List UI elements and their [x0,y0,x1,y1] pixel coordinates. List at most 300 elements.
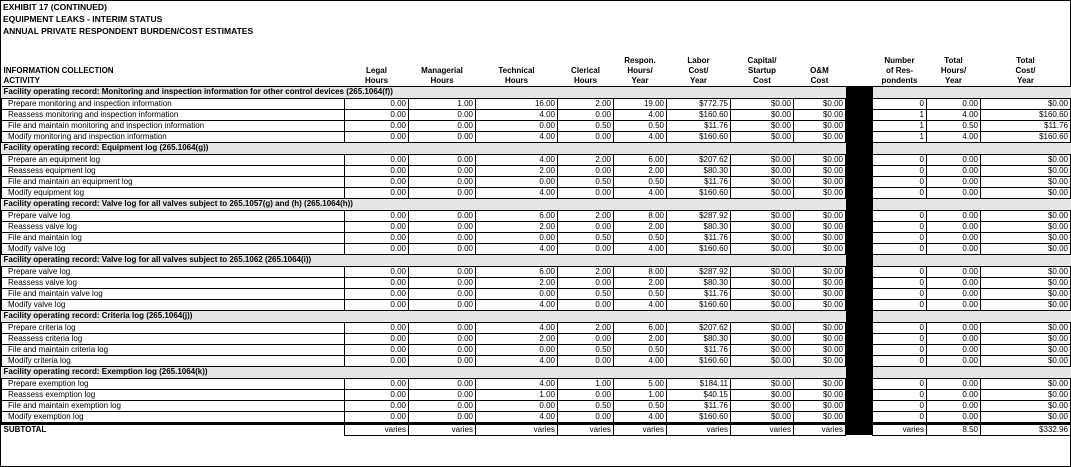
black-column-cell [846,154,873,165]
value-cell: 0.00 [558,333,614,344]
value-cell: $80.30 [667,165,731,176]
column-header-line: Cost [753,75,771,85]
column-header-line: pondents [881,75,918,85]
value-cell: $0.00 [981,322,1071,333]
black-column-cell [846,243,873,254]
table-row [2,243,1071,254]
value-cell: 0.00 [409,355,476,366]
value-cell: 0 [873,277,927,288]
value-cell: $0.00 [794,131,846,142]
value-cell: 0.00 [927,344,981,355]
table-row [2,232,1071,243]
activity-cell: File and maintain valve log [2,288,345,299]
column-header-line: INFORMATION COLLECTION [3,65,114,75]
value-cell: 0.00 [345,344,409,355]
value-cell: $0.00 [731,210,794,221]
value-cell: 0.00 [345,400,409,411]
value-cell: 6.00 [614,154,667,165]
table-row [2,378,1071,389]
column-header-line: Total [1016,55,1035,65]
column-header-line: Cost/ [1015,65,1036,75]
value-cell: $0.00 [731,165,794,176]
section-title-filler [873,310,1071,322]
value-cell: $207.62 [667,154,731,165]
value-cell: $160.60 [667,109,731,120]
value-cell: 0.50 [558,344,614,355]
table-row [2,322,1071,333]
activity-cell: Prepare an equipment log [2,154,345,165]
value-cell: 0.00 [409,333,476,344]
column-header [794,48,846,86]
value-cell: 4.00 [476,411,558,423]
column-header-line: Year [631,75,649,85]
column-header-line: Hours [504,75,529,85]
value-cell: 0.00 [558,411,614,423]
value-cell: 0.00 [345,98,409,109]
value-cell: 4.00 [476,243,558,254]
activity-cell: Modify monitoring and inspection information [2,131,345,142]
value-cell: 1 [873,131,927,142]
value-cell: $11.76 [667,288,731,299]
value-cell: 0.00 [927,98,981,109]
value-cell: 0 [873,389,927,400]
value-cell: 4.00 [614,355,667,366]
value-cell: 0.00 [558,165,614,176]
value-cell: 0.00 [409,120,476,131]
value-cell: $207.62 [667,322,731,333]
exhibit-subtitle: EQUIPMENT LEAKS - INTERIM STATUS [3,14,163,24]
value-cell: 1.00 [614,389,667,400]
value-cell: 0.00 [345,131,409,142]
value-cell: 0.00 [345,243,409,254]
value-cell: 0.00 [476,288,558,299]
value-cell: 6.00 [476,210,558,221]
value-cell: 0.50 [558,288,614,299]
table-row [2,400,1071,411]
value-cell: 0.00 [409,266,476,277]
column-header-line: Startup [748,65,776,75]
activity-cell: Prepare exemption log [2,378,345,389]
value-cell: $0.00 [981,378,1071,389]
exhibit-title: EXHIBIT 17 (CONTINUED) [3,2,107,12]
value-cell: $0.00 [731,232,794,243]
header-row [2,48,1071,86]
column-header-line: Cost [810,75,829,85]
subtotal-value: varies [345,423,409,435]
value-cell: 0.00 [558,131,614,142]
value-cell: $772.75 [667,98,731,109]
value-cell: 6.00 [476,266,558,277]
value-cell: 0.00 [558,221,614,232]
value-cell: 0.00 [409,389,476,400]
value-cell: $287.92 [667,266,731,277]
value-cell: 0.00 [409,176,476,187]
value-cell: 0 [873,243,927,254]
value-cell: 0.00 [345,210,409,221]
table-row [2,165,1071,176]
value-cell: 0 [873,378,927,389]
value-cell: $0.00 [981,333,1071,344]
value-cell: 16.00 [476,98,558,109]
black-column-cell [846,366,873,378]
black-column-cell [846,411,873,423]
value-cell: 4.00 [614,243,667,254]
value-cell: 0 [873,322,927,333]
value-cell: 5.00 [614,378,667,389]
subtotal-value: varies [731,423,794,435]
value-cell: 0.00 [345,378,409,389]
value-cell: $0.00 [794,243,846,254]
value-cell: $0.00 [731,277,794,288]
burden-table [1,48,1071,436]
value-cell: 0.00 [558,277,614,288]
column-header-line: Total [944,55,963,65]
value-cell: $0.00 [794,355,846,366]
value-cell: 0 [873,299,927,310]
value-cell: 0.50 [614,232,667,243]
value-cell: $11.76 [667,232,731,243]
value-cell: $0.00 [981,176,1071,187]
value-cell: 0.00 [558,187,614,198]
value-cell: 0.00 [927,400,981,411]
value-cell: 0.00 [409,109,476,120]
value-cell: 4.00 [614,411,667,423]
value-cell: 0 [873,400,927,411]
subtotal-value: varies [873,423,927,435]
value-cell: 0 [873,232,927,243]
value-cell: 0 [873,221,927,232]
black-column-cell [846,86,873,98]
value-cell: $0.00 [794,389,846,400]
value-cell: 0.00 [409,187,476,198]
value-cell: 4.00 [927,131,981,142]
value-cell: $0.00 [794,411,846,423]
value-cell: $0.00 [981,232,1071,243]
value-cell: 0.50 [927,120,981,131]
table-row [2,109,1071,120]
value-cell: $287.92 [667,210,731,221]
value-cell: $0.00 [731,378,794,389]
table-row [2,266,1071,277]
section-header-row [2,198,1071,210]
activity-cell: Reassess exemption log [2,389,345,400]
activity-cell: Reassess criteria log [2,333,345,344]
black-column-cell [846,187,873,198]
value-cell: $0.00 [731,288,794,299]
value-cell: $0.00 [794,98,846,109]
column-header-line: Capital/ [747,55,777,65]
value-cell: 4.00 [476,154,558,165]
section-title: Facility operating record: Valve log for all valves subject to 265.1062 (265.1064(i)) [2,254,846,266]
value-cell: 4.00 [476,131,558,142]
column-header-line: Hours/ [627,65,653,75]
value-cell: $0.00 [794,378,846,389]
value-cell: $80.30 [667,221,731,232]
section-title: Facility operating record: Criteria log (265.1064(j)) [2,310,846,322]
activity-cell: Reassess monitoring and inspection information [2,109,345,120]
value-cell: 4.00 [476,109,558,120]
value-cell: $0.00 [731,120,794,131]
section-title-filler [873,366,1071,378]
table-row [2,389,1071,400]
value-cell: 0 [873,266,927,277]
value-cell: 0.00 [409,154,476,165]
black-column-cell [846,389,873,400]
black-column-cell [846,299,873,310]
black-column-cell [846,109,873,120]
activity-cell: Modify exemption log [2,411,345,423]
activity-cell: Modify criteria log [2,355,345,366]
activity-cell: File and maintain criteria log [2,344,345,355]
value-cell: 4.00 [614,131,667,142]
section-title: Facility operating record: Equipment log (265.1064(g)) [2,142,846,154]
value-cell: $0.00 [794,400,846,411]
value-cell: $0.00 [731,400,794,411]
value-cell: $160.60 [667,131,731,142]
value-cell: $0.00 [981,187,1071,198]
value-cell: 0.00 [927,266,981,277]
value-cell: $160.60 [667,411,731,423]
value-cell: $11.76 [667,176,731,187]
value-cell: 0.50 [614,288,667,299]
value-cell: $0.00 [731,355,794,366]
value-cell: 0.00 [927,389,981,400]
black-column-cell [846,232,873,243]
activity-cell: Prepare valve log [2,266,345,277]
value-cell: $0.00 [794,322,846,333]
value-cell: 0.00 [476,400,558,411]
value-cell: $0.00 [794,187,846,198]
value-cell: 0.00 [927,154,981,165]
table-row [2,176,1071,187]
black-column-cell [846,98,873,109]
value-cell: 0.00 [927,322,981,333]
value-cell: 0.00 [345,109,409,120]
value-cell: 0.00 [927,299,981,310]
column-header-line: Hours/ [940,65,967,75]
value-cell: 0.00 [476,344,558,355]
value-cell: $0.00 [981,277,1071,288]
value-cell: 0.00 [409,210,476,221]
table-row [2,120,1071,131]
table-row [2,355,1071,366]
section-title: Facility operating record: Valve log for all valves subject to 265.1057(g) and (h) (265.1064(h)) [2,198,846,210]
activity-cell: Modify equipment log [2,187,345,198]
value-cell: $0.00 [731,299,794,310]
table-row [2,333,1071,344]
value-cell: 0 [873,187,927,198]
black-column-cell [846,198,873,210]
column-header-line: Respon. [624,55,656,65]
value-cell: $160.60 [981,109,1071,120]
column-header-line: of Res- [885,65,914,75]
value-cell: 2.00 [476,221,558,232]
value-cell: $0.00 [731,411,794,423]
value-cell: 0.00 [927,355,981,366]
value-cell: 6.00 [614,322,667,333]
black-column-cell [846,221,873,232]
column-header [614,48,667,86]
value-cell: $11.76 [667,344,731,355]
value-cell: 0.00 [927,243,981,254]
value-cell: 2.00 [558,322,614,333]
value-cell: $80.30 [667,333,731,344]
value-cell: $0.00 [731,322,794,333]
table-row [2,344,1071,355]
value-cell: 0 [873,165,927,176]
value-cell: 0.00 [345,355,409,366]
table-row [2,154,1071,165]
value-cell: $0.00 [731,187,794,198]
table-row [2,210,1071,221]
value-cell: 0.00 [409,344,476,355]
value-cell: 0.00 [927,187,981,198]
activity-cell: File and maintain exemption log [2,400,345,411]
section-header-row [2,86,1071,98]
value-cell: 0.00 [345,154,409,165]
value-cell: 2.00 [558,154,614,165]
value-cell: 0 [873,411,927,423]
value-cell: $160.60 [981,131,1071,142]
value-cell: 0.00 [345,221,409,232]
table-row [2,187,1071,198]
activity-cell: Prepare monitoring and inspection information [2,98,345,109]
black-column-cell [846,310,873,322]
value-cell: $80.30 [667,277,731,288]
value-cell: $0.00 [794,109,846,120]
column-header [558,48,614,86]
value-cell: 0.00 [927,165,981,176]
value-cell: $184.11 [667,378,731,389]
value-cell: 4.00 [614,109,667,120]
value-cell: $0.00 [794,210,846,221]
value-cell: 4.00 [927,109,981,120]
black-column-cell [846,210,873,221]
table-row [2,411,1071,423]
value-cell: 2.00 [558,210,614,221]
value-cell: 0.00 [927,378,981,389]
column-header-line: O&M [810,65,829,75]
activity-cell: Modify valve log [2,299,345,310]
black-column-cell [846,400,873,411]
column-header [731,48,794,86]
value-cell: $160.60 [667,299,731,310]
value-cell: $0.00 [731,389,794,400]
value-cell: 0.00 [409,299,476,310]
value-cell: 4.00 [476,299,558,310]
activity-cell: File and maintain log [2,232,345,243]
value-cell: 0.00 [345,333,409,344]
value-cell: 0.00 [409,322,476,333]
section-header-row [2,142,1071,154]
subtotal-value: varies [409,423,476,435]
value-cell: $0.00 [794,333,846,344]
value-cell: 0.00 [476,120,558,131]
table-row [2,221,1071,232]
value-cell: $0.00 [981,389,1071,400]
value-cell: 4.00 [614,187,667,198]
section-header-row [2,366,1071,378]
section-title-filler [873,198,1071,210]
section-header-row [2,254,1071,266]
column-header [927,48,981,86]
value-cell: 8.00 [614,210,667,221]
value-cell: 0.00 [927,411,981,423]
value-cell: 1.00 [476,389,558,400]
value-cell: 0.00 [409,131,476,142]
subtotal-value: varies [476,423,558,435]
value-cell: $0.00 [981,288,1071,299]
column-header-line: Hours [430,75,454,85]
black-column-cell [846,344,873,355]
column-header [981,48,1071,86]
value-cell: $0.00 [731,243,794,254]
value-cell: 2.00 [614,221,667,232]
value-cell: $0.00 [981,344,1071,355]
table-row [2,288,1071,299]
subtotal-value: varies [667,423,731,435]
value-cell: 2.00 [558,266,614,277]
subtotal-value: varies [794,423,846,435]
value-cell: 4.00 [476,322,558,333]
value-cell: $160.60 [667,355,731,366]
value-cell: 0.00 [558,109,614,120]
value-cell: 0 [873,344,927,355]
value-cell: $0.00 [731,221,794,232]
value-cell: 0.00 [345,389,409,400]
value-cell: 0 [873,176,927,187]
column-header-line: Labor [687,55,710,65]
column-header-line: Year [1017,75,1034,85]
value-cell: 0.00 [345,277,409,288]
value-cell: 0.00 [558,389,614,400]
value-cell: 0.00 [345,165,409,176]
activity-cell: File and maintain monitoring and inspection information [2,120,345,131]
activity-cell: Prepare valve log [2,210,345,221]
table-row [2,277,1071,288]
value-cell: $0.00 [794,154,846,165]
value-cell: $0.00 [731,109,794,120]
black-column-cell [846,423,873,435]
black-column-cell [846,142,873,154]
value-cell: $0.00 [794,344,846,355]
value-cell: $0.00 [794,120,846,131]
subtotal-value: 8.50 [927,423,981,435]
column-header-line: Number [884,55,915,65]
column-header-line: Hours [573,75,598,85]
value-cell: 1 [873,120,927,131]
value-cell: $0.00 [981,243,1071,254]
section-title: Facility operating record: Exemption log (265.1064(k)) [2,366,846,378]
value-cell: 1.00 [558,378,614,389]
column-header [345,48,409,86]
black-column-cell [846,322,873,333]
value-cell: 0 [873,98,927,109]
value-cell: 8.00 [614,266,667,277]
value-cell: 0.00 [409,411,476,423]
value-cell: $0.00 [731,131,794,142]
value-cell: $0.00 [731,344,794,355]
value-cell: 0.00 [345,299,409,310]
value-cell: 0.00 [409,221,476,232]
section-title-filler [873,142,1071,154]
value-cell: 0.00 [409,243,476,254]
value-cell: 0.00 [476,232,558,243]
value-cell: 0.00 [927,277,981,288]
subtotal-value: $332.96 [981,423,1071,435]
column-header-line: Cost/ [688,65,709,75]
black-column-cell [846,333,873,344]
